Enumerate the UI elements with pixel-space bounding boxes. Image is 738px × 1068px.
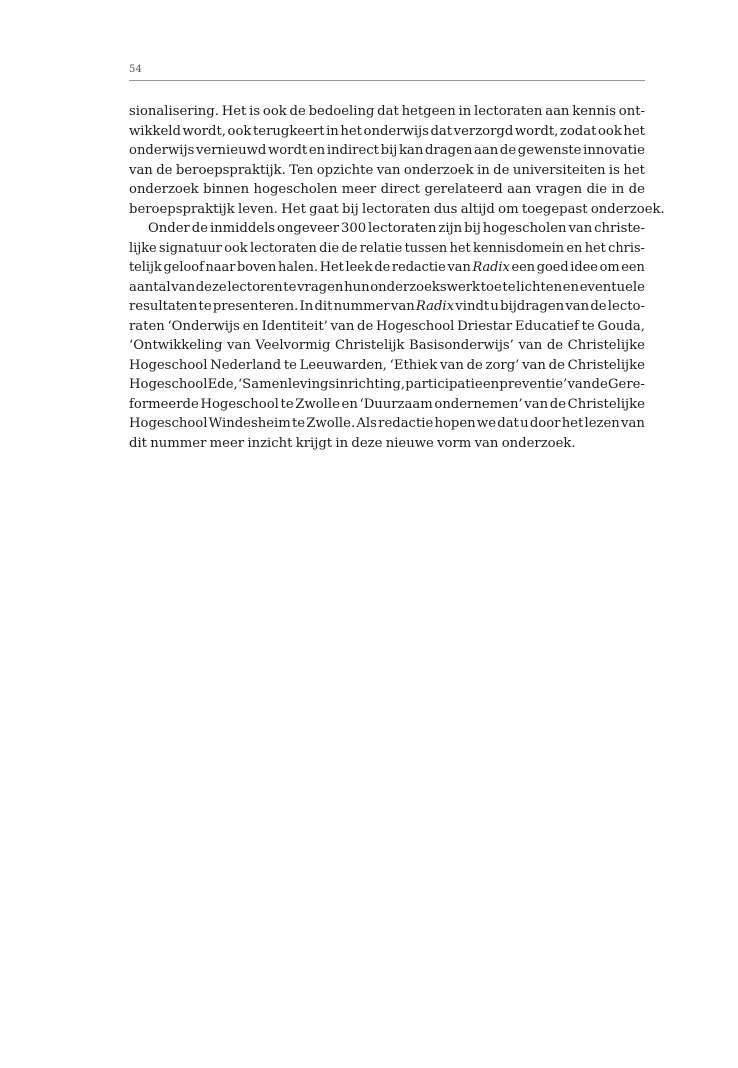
text-line: Hogeschool Ede, ‘Samenlevingsinrichting, participatie en preventie’ van de Gere- xyxy=(129,377,645,392)
text-line: resultaten te presenteren. In dit nummer van Radix vindt u bijdragen van de lecto- xyxy=(129,299,645,314)
text-line: Hogeschool Windesheim te Zwolle. Als redactie hopen we dat u door het lezen van xyxy=(129,416,645,431)
text-line: Onder de inmiddels ongeveer 300 lectoraten zijn bij hogescholen van christe- xyxy=(148,221,645,236)
text-line: raten ‘Onderwijs en Identiteit’ van de Hogeschool Driestar Educatief te Gouda, xyxy=(129,318,645,334)
text-line: telijk geloof naar boven halen. Het leek de redactie van Radix een goed idee om een xyxy=(129,260,645,275)
text-line: beroepspraktijk leven. Het gaat bij lectoraten dus altijd om toegepast onderzoek. xyxy=(129,201,665,217)
text-line: formeerde Hogeschool te Zwolle en ‘Duurzaam ondernemen’ van de Christelijke xyxy=(129,396,645,412)
text-line: aantal van deze lectoren te vragen hun onderzoekswerk toe te lichten en eventuele xyxy=(129,279,645,295)
text-line: ‘Ontwikkeling van Veelvormig Christelijk Basisonderwijs’ van de Christelijke xyxy=(129,338,645,353)
text-line: Hogeschool Nederland te Leeuwarden, ‘Ethiek van de zorg’ van de Christelijke xyxy=(129,357,645,373)
text-line: dit nummer meer inzicht krijgt in deze nieuwe vorm van onderzoek. xyxy=(129,435,576,451)
text-line: onderzoek binnen hogescholen meer direct gerelateerd aan vragen die in de xyxy=(129,182,645,197)
text-line: sionalisering. Het is ook de bedoeling dat hetgeen in lectoraten aan kennis ont- xyxy=(129,104,645,119)
text-line: van de beroepspraktijk. Ten opzichte van onderzoek in de universiteiten is het xyxy=(129,162,645,178)
text-line: onderwijs vernieuwd wordt en indirect bij kan dragen aan de gewenste innovatie xyxy=(129,143,645,158)
page-number: 54 xyxy=(129,64,143,75)
body-text xyxy=(129,102,665,453)
text-line: wikkeld wordt, ook terugkeert in het onderwijs dat verzorgd wordt, zodat ook het xyxy=(129,123,645,139)
header-rule xyxy=(129,80,645,81)
text-line: lijke signatuur ook lectoraten die de relatie tussen het kennisdomein en het chris- xyxy=(129,240,645,256)
